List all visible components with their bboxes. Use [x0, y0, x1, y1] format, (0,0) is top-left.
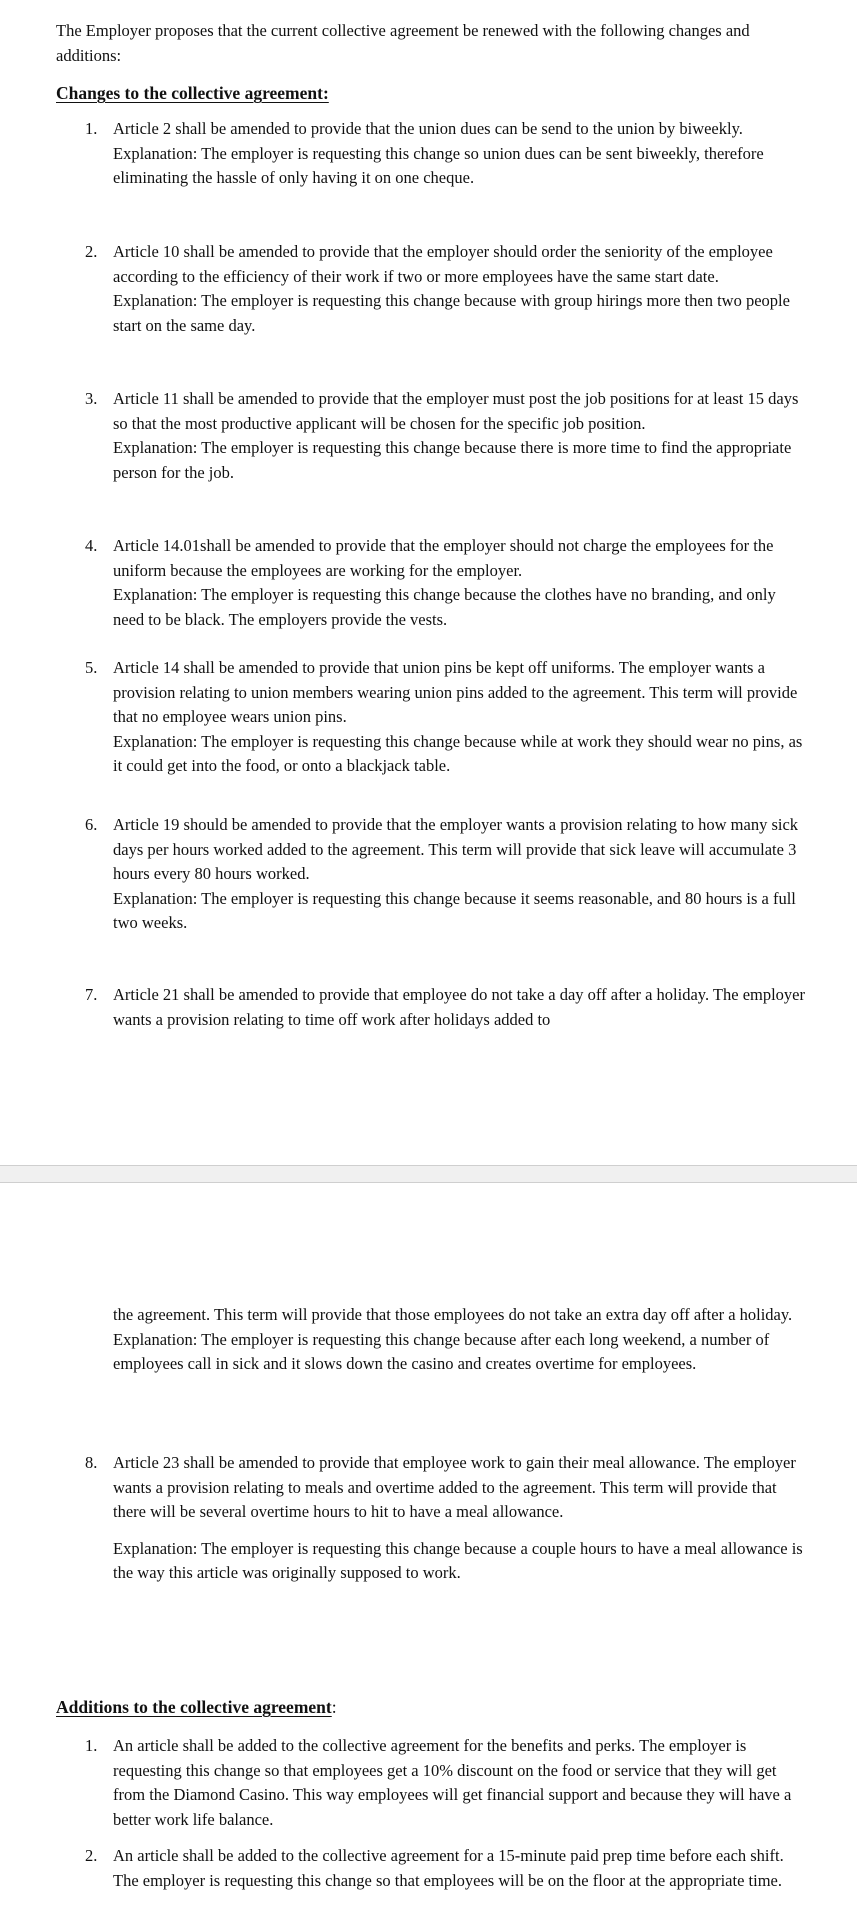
item-explanation: Explanation: The employer is requesting this change because with group hirings more then two people start on the same day.: [113, 291, 790, 335]
document-page-2: [0, 1183, 857, 1920]
item-explanation: Explanation: The employer is requesting this change because the clothes have no branding, and only need to be black. The employers provide the vests.: [113, 585, 776, 629]
item-text: Article 11 shall be amended to provide that the employer must post the job positions for at least 15 days so that the most productive applicant will be chosen for the specific job position.: [113, 389, 799, 433]
addition-item-2: [85, 1844, 807, 1893]
change-item-8: [85, 1451, 807, 1586]
change-item-7-continued: [85, 1303, 807, 1377]
additions-heading-text: Additions to the collective agreement: [56, 1697, 332, 1717]
page-break-divider: [0, 1165, 857, 1183]
additions-heading-colon: :: [331, 1697, 337, 1717]
changes-heading: Changes to the collective agreement:: [56, 83, 329, 103]
item-explanation: Explanation: The employer is requesting this change because a couple hours to have a meal allowance is the way this article was originally supposed to work.: [113, 1538, 803, 1582]
item-text: Article 19 should be amended to provide that the employer wants a provision relating to how many sick days per hours worked added to the agreement. This term will provide that sick leave will accumulate 3 hours every 80 hours worked.: [113, 815, 799, 883]
item-text: Article 14.01shall be amended to provide that the employer should not charge the employees for the uniform because the employees are working for the employer.: [113, 536, 774, 580]
item-number: 5.: [85, 658, 98, 677]
item-number: 2.: [85, 1846, 98, 1865]
item-text: An article shall be added to the collective agreement for the benefits and perks. The employer is requesting this change so that employees get a 10% discount on the food or service that they will get from the Diamond Casino. This way employees will get financial support and because they will have a better work life balance.: [113, 1736, 792, 1829]
change-item-1: [85, 117, 807, 191]
change-item-4: [85, 534, 807, 632]
change-item-7: [85, 983, 807, 1032]
item-explanation: Explanation: The employer is requesting this change because after each long weekend, a number of employees call in sick and it slows down the casino and creates overtime for employees.: [113, 1329, 770, 1373]
item-explanation: Explanation: The employer is requesting this change because while at work they should wear no pins, as it could get into the food, or onto a blackjack table.: [113, 731, 803, 775]
addition-item-1: [85, 1734, 807, 1832]
item-text: Article 14 shall be amended to provide that union pins be kept off uniforms. The employer wants a provision relating to union members wearing union pins added to the agreement. This term will provide that no employee wears union pins.: [113, 658, 798, 726]
item-text: Article 10 shall be amended to provide that the employer should order the seniority of the employee according to the efficiency of their work if two or more employees have the same start date.: [113, 242, 773, 286]
change-item-6: [85, 813, 807, 936]
additions-heading: [56, 1695, 337, 1720]
change-item-3: [85, 387, 807, 485]
item-text: Article 23 shall be amended to provide that employee work to gain their meal allowance. The employer wants a provision relating to meals and overtime added to the agreement. This term will provide that there will be several overtime hours to hit to have a meal allowance.: [113, 1453, 796, 1521]
change-item-5: [85, 656, 807, 779]
item-explanation: Explanation: The employer is requesting this change because there is more time to find the appropriate person for the job.: [113, 438, 792, 482]
item-number: 3.: [85, 389, 98, 408]
item-text: Article 21 shall be amended to provide that employee do not take a day off after a holiday. The employer wants a provision relating to time off work after holidays added to: [113, 985, 806, 1029]
item-number: 8.: [85, 1453, 98, 1472]
item-number: 7.: [85, 985, 98, 1004]
item-number: 1.: [85, 1736, 98, 1755]
item-text: An article shall be added to the collective agreement for a 15-minute paid prep time before each shift. The employer is requesting this change so that employees will be on the floor at the appropriate time.: [113, 1846, 784, 1890]
item-number: 4.: [85, 536, 98, 555]
intro-paragraph: The Employer proposes that the current collective agreement be renewed with the following changes and additions:: [56, 21, 750, 65]
item-number: 1.: [85, 119, 98, 138]
item-text: Article 2 shall be amended to provide that the union dues can be send to the union by biweekly.: [113, 119, 743, 138]
item-number: 2.: [85, 242, 98, 261]
item-explanation: Explanation: The employer is requesting this change so union dues can be sent biweekly, therefore eliminating the hassle of only having it on one cheque.: [113, 143, 764, 187]
item-text-continued: the agreement. This term will provide that those employees do not take an extra day off after a holiday.: [113, 1305, 793, 1324]
item-explanation: Explanation: The employer is requesting this change because it seems reasonable, and 80 hours is a full two weeks.: [113, 888, 796, 932]
change-item-2: [85, 240, 807, 338]
item-number: 6.: [85, 815, 98, 834]
